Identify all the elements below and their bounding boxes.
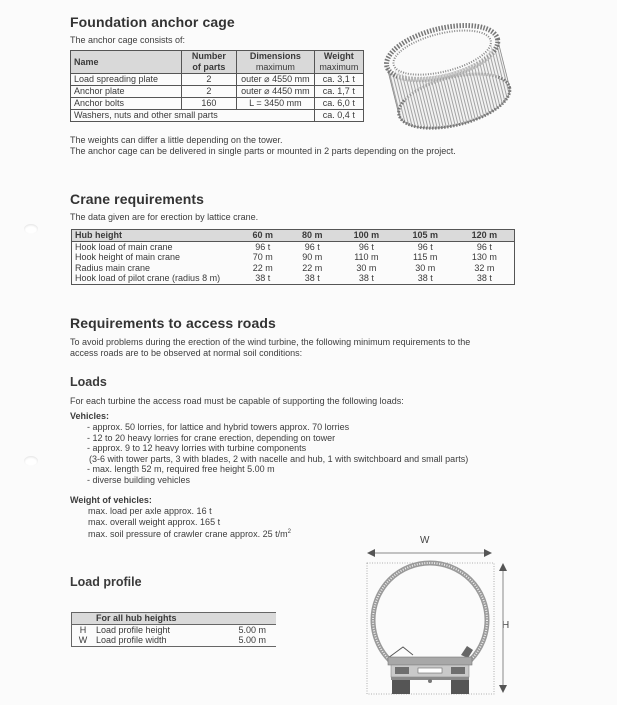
punch-hole-bottom (24, 456, 38, 466)
table-row: Hook height of main crane 70 m 90 m 110 m 115 m 130 m (75, 252, 497, 263)
weight-label: Weight of vehicles: (70, 495, 152, 505)
load-profile-title: Load profile (70, 575, 142, 589)
col-weight: Weight maximum (314, 51, 363, 74)
list-item: max. overall weight approx. 165 t (88, 516, 221, 527)
table-row: Hook load of main crane 96 t 96 t 96 t 96 t 96 t (75, 241, 492, 252)
access-intro-1: To avoid problems during the erection of the wind turbine, the following minimum requirements to the (70, 337, 471, 347)
load-profile-diagram (355, 530, 525, 705)
foundation-title: Foundation anchor cage (70, 14, 235, 30)
col-name: Name (71, 51, 182, 74)
arrow-up-icon (499, 563, 507, 571)
crane-table: Hub height 60 m 80 m 100 m 105 m 120 m Hook load of main crane 96 t 96 t 96 t 96 t 96 t Hook height of main crane 70 m 90 m 110 m 115 m 130 m Radius main crane 22 m 22 m 30 m 30 m 32 m Hook load of pilot crane (radius 8 m) 38 t 38 t 38 t 38 t 38 t (71, 229, 515, 285)
list-item: max. load per axle approx. 16 t (88, 506, 212, 516)
access-title: Requirements to access roads (70, 315, 276, 331)
table-row: H Load profile height 5.00 m (79, 624, 266, 635)
weights-list (88, 506, 291, 540)
loads-title: Loads (70, 375, 107, 389)
foundation-note-1: The weights can differ a little depending on the tower. (70, 135, 283, 145)
list-item: - approx. 50 lorries, for lattice and hybrid towers approx. 70 lorries (87, 422, 350, 432)
table-row: Anchor bolts 160 L = 3450 mm ca. 6,0 t (71, 98, 364, 110)
list-item: - approx. 9 to 12 heavy lorries with turbine components (87, 443, 307, 453)
table-row: Washers, nuts and other small parts ca. 0,4 t (71, 110, 364, 122)
list-item: max. soil pressure of crawler crane approx. 25 $t/m^2$ (88, 529, 291, 539)
list-item: (3-6 with tower parts, 3 with blades, 2 with nacelle and hub, 1 with switchboard and small parts) (89, 453, 469, 464)
load-profile-drawing (355, 530, 525, 705)
arrow-left-icon (367, 549, 375, 557)
load-profile-table: For all hub heights H Load profile height 5.00 m W Load profile width 5.00 m (71, 612, 276, 647)
list-item: - 12 to 20 heavy lorries for crane erection, depending on tower (87, 432, 336, 443)
arrow-down-icon (499, 685, 507, 693)
width-label: W (420, 535, 430, 546)
table-row: Load spreading plate 2 outer ⌀ 4550 mm ca. 3,1 t (71, 74, 364, 86)
height-label: H (502, 620, 510, 631)
arrow-right-icon (484, 549, 492, 557)
crane-intro: The data given are for erection by lattice crane. (70, 212, 259, 222)
vehicles-list (87, 422, 468, 485)
list-item: - max. length 52 m, required free height 5.00 m (87, 464, 275, 474)
crane-title: Crane requirements (70, 191, 205, 207)
col-dimensions: Dimensions maximum (237, 51, 315, 74)
list-item: - diverse building vehicles (87, 474, 191, 485)
vehicles-label: Vehicles: (70, 411, 110, 421)
anchor-cage-illustration (372, 2, 522, 142)
table-row: W Load profile width 5.00 m (78, 635, 266, 646)
table-row: Anchor plate 2 outer ⌀ 4450 mm ca. 1,7 t (71, 86, 364, 98)
anchor-cage-table (70, 50, 364, 122)
table-row: Radius main crane 22 m 22 m 30 m 30 m 32 m (75, 262, 495, 273)
table-row: Hook load of pilot crane (radius 8 m) 38 t 38 t 38 t 38 t 38 t (75, 273, 492, 284)
foundation-intro: The anchor cage consists of: (70, 35, 186, 45)
access-intro-2: access roads are to be observed at normal soil conditions: (70, 348, 303, 358)
punch-hole-top (24, 224, 38, 234)
col-parts: Number of parts (181, 51, 236, 74)
foundation-note-2: The anchor cage can be delivered in single parts or mounted in 2 parts depending on the project. (70, 146, 456, 156)
loads-intro: For each turbine the access road must be capable of supporting the following loads: (70, 396, 404, 406)
